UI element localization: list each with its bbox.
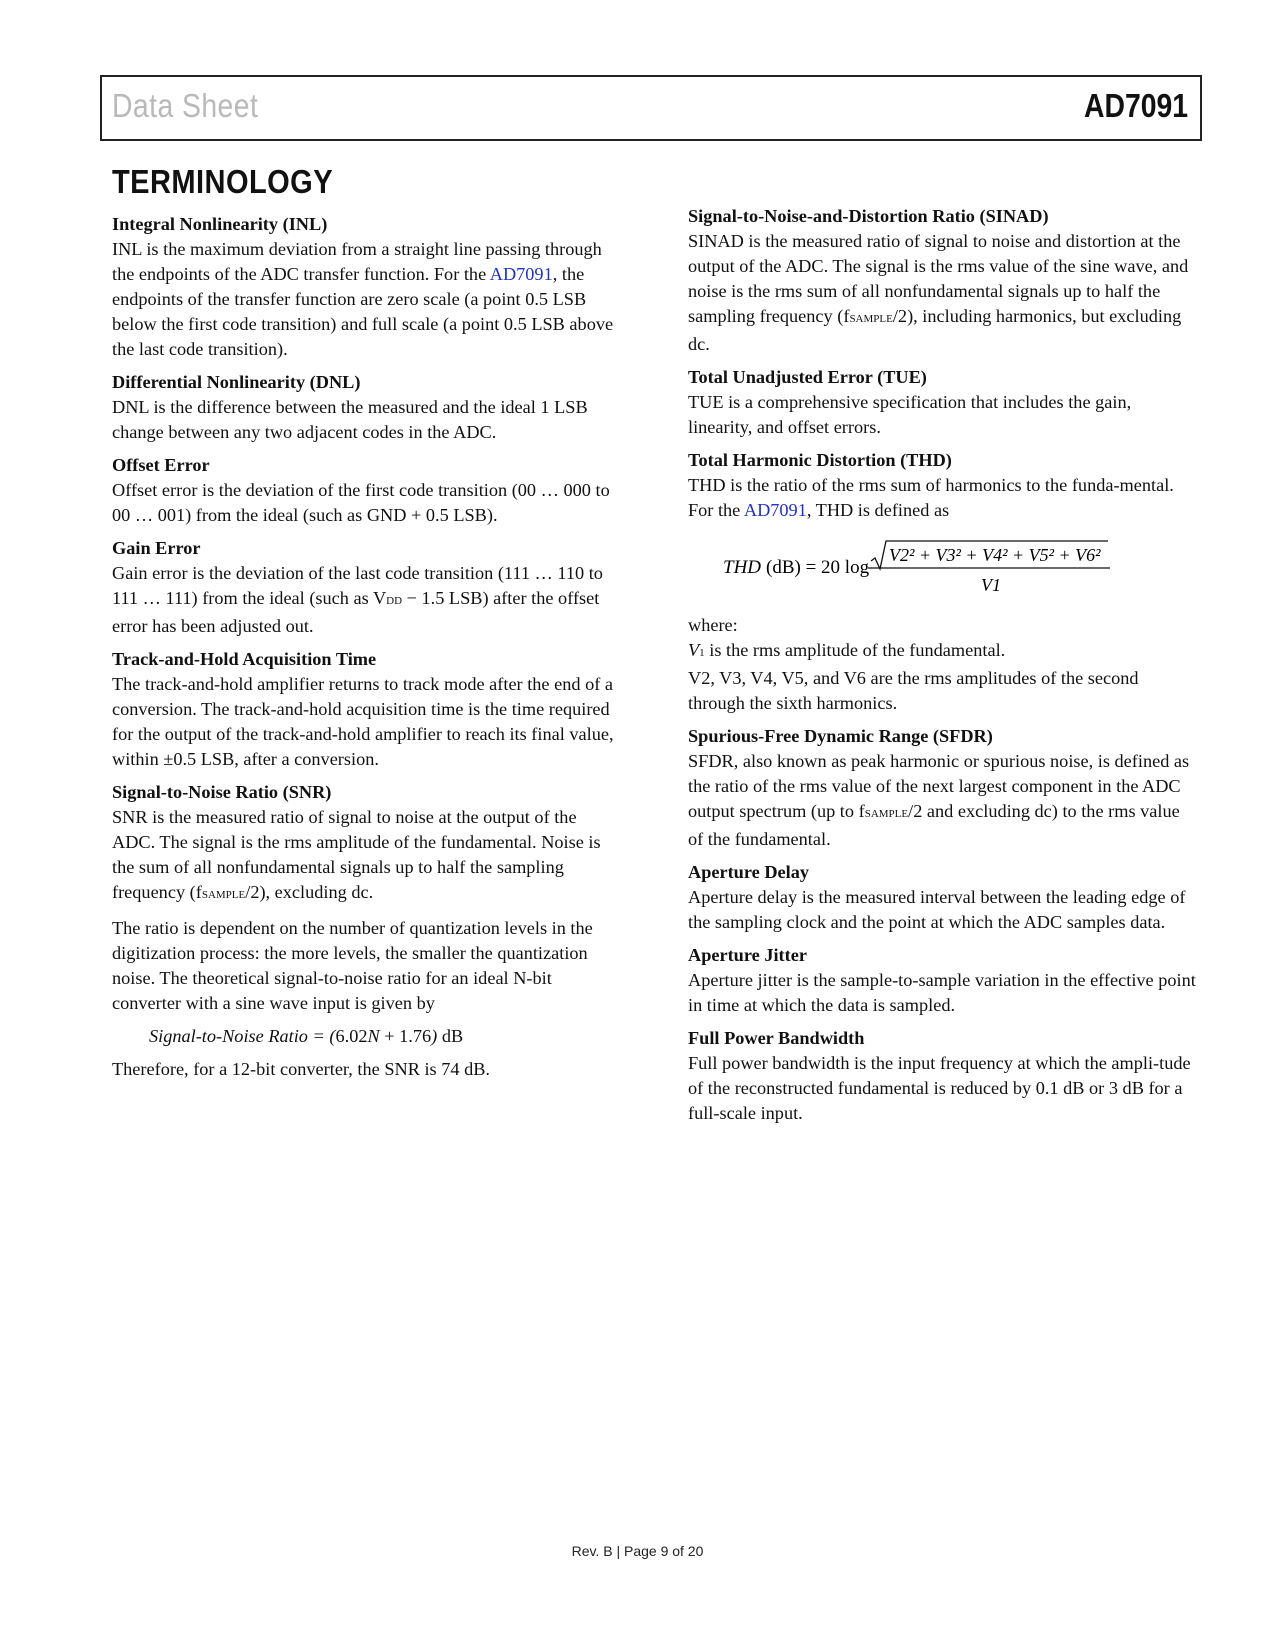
gain-error-heading: Gain Error (112, 538, 201, 558)
thd-formula-numerator: V2² + V3² + V4² + V5² + V6² (889, 545, 1101, 565)
gain-error-paragraph: Gain error is the deviation of the last code transition (111 … 110 to 111 … 111) from the ideal (such as VDD − 1.5 LSB) after the offset error has been adjusted out. (112, 563, 603, 636)
ad7091-link-thd[interactable]: AD7091 (743, 500, 807, 520)
tue-paragraph: TUE is a comprehensive specification that includes the gain, linearity, and offset errors. (688, 392, 1132, 437)
snr-formula: Signal-to-Noise Ratio = (6.02N + 1.76) dB (149, 1026, 464, 1046)
offset-error-paragraph: Offset error is the deviation of the first code transition (00 … 000 to 00 … 001) from the ideal (such as GND + 0.5 LSB). (112, 480, 610, 525)
thd-formula (688, 533, 1198, 605)
snr-heading: Signal-to-Noise Ratio (SNR) (112, 782, 332, 802)
track-hold-heading: Track-and-Hold Acquisition Time (112, 649, 377, 669)
track-hold-paragraph: The track-and-hold amplifier returns to track mode after the end of a conversion. The track-and-hold acquisition time is the time required for the output of the track-and-hold amplifier to reach its final value, within ±0.5 LSB, after a conversion. (112, 674, 614, 769)
snr-paragraph: SNR is the measured ratio of signal to noise at the output of the ADC. The signal is the rms amplitude of the fundamental. Noise is the sum of all nonfundamental signals up to half the sampling frequency (fSAMPLE/2), excluding dc. (112, 807, 601, 902)
left-column (112, 212, 622, 1090)
inl-paragraph: INL is the maximum deviation from a straight line passing through the endpoints of the ADC transfer function. For the AD7091, the endpoints of the transfer function are zero scale (a point 0.5 LSB below the first code transition) and full scale (a point 0.5 LSB above the last code transition). (112, 239, 614, 359)
aperture-jitter-paragraph: Aperture jitter is the sample-to-sample variation in the effective point in time at which the data is sampled. (688, 970, 1196, 1015)
right-column (688, 204, 1198, 1134)
ad7091-link[interactable]: AD7091 (489, 264, 553, 284)
header-part-number: AD7091 (1083, 87, 1188, 124)
tue-heading: Total Unadjusted Error (TUE) (688, 367, 927, 387)
page-footer: Rev. B | Page 9 of 20 (571, 1543, 704, 1559)
thd-heading: Total Harmonic Distortion (THD) (688, 450, 952, 470)
snr-conclusion: Therefore, for a 12-bit converter, the SNR is 74 dB. (112, 1059, 490, 1079)
dnl-paragraph: DNL is the difference between the measured and the ideal 1 LSB change between any two adjacent codes in the ADC. (112, 397, 588, 442)
aperture-delay-paragraph: Aperture delay is the measured interval between the leading edge of the sampling clock and the point at which the ADC samples data. (688, 887, 1186, 932)
where-label: where: (688, 615, 738, 635)
offset-error-heading: Offset Error (112, 455, 210, 475)
ratio-paragraph: The ratio is dependent on the number of quantization levels in the digitization process: the more levels, the smaller the quantization noise. The theoretical signal-to-noise ratio for an ideal N-bit converter with a sine wave input is given by (112, 918, 593, 1013)
thd-formula-lhs: THD (723, 557, 762, 578)
sinad-paragraph: SINAD is the measured ratio of signal to noise and distortion at the output of the ADC. The signal is the rms value of the sine wave, and noise is the rms sum of all nonfundamental signals up to half the sampling frequency (fSAMPLE/2), including harmonics, but excluding dc. (688, 231, 1189, 354)
section-title: TERMINOLOGY (112, 163, 334, 200)
sfdr-heading: Spurious-Free Dynamic Range (SFDR) (688, 726, 993, 746)
full-power-bandwidth-paragraph: Full power bandwidth is the input frequency at which the ampli-tude of the reconstructed fundamental is reduced by 0.1 dB or 3 dB for a full-scale input. (688, 1053, 1191, 1123)
aperture-jitter-heading: Aperture Jitter (688, 945, 807, 965)
aperture-delay-heading: Aperture Delay (688, 862, 809, 882)
thd-formula-unit: (dB) = 20 log (766, 557, 870, 578)
page-header (100, 75, 1202, 141)
sfdr-paragraph: SFDR, also known as peak harmonic or spurious noise, is defined as the ratio of the rms value of the next largest component in the ADC output spectrum (up to fSAMPLE/2 and excluding dc) to the rms value of the fundamental. (688, 751, 1190, 849)
thd-formula-graphic (723, 533, 1143, 605)
header-doc-type: Data Sheet (112, 87, 259, 124)
v1-definition: V1 is the rms amplitude of the fundamental. (688, 640, 1006, 660)
thd-formula-denominator: V1 (981, 575, 1001, 595)
sinad-heading: Signal-to-Noise-and-Distortion Ratio (SINAD) (688, 206, 1049, 226)
thd-paragraph: THD is the ratio of the rms sum of harmonics to the funda-mental. For the AD7091, THD is defined as (688, 475, 1174, 520)
dnl-heading: Differential Nonlinearity (DNL) (112, 372, 361, 392)
inl-heading: Integral Nonlinearity (INL) (112, 214, 328, 234)
full-power-bandwidth-heading: Full Power Bandwidth (688, 1028, 865, 1048)
v2-v6-definition: V2, V3, V4, V5, and V6 are the rms amplitudes of the second through the sixth harmonics. (688, 668, 1139, 713)
